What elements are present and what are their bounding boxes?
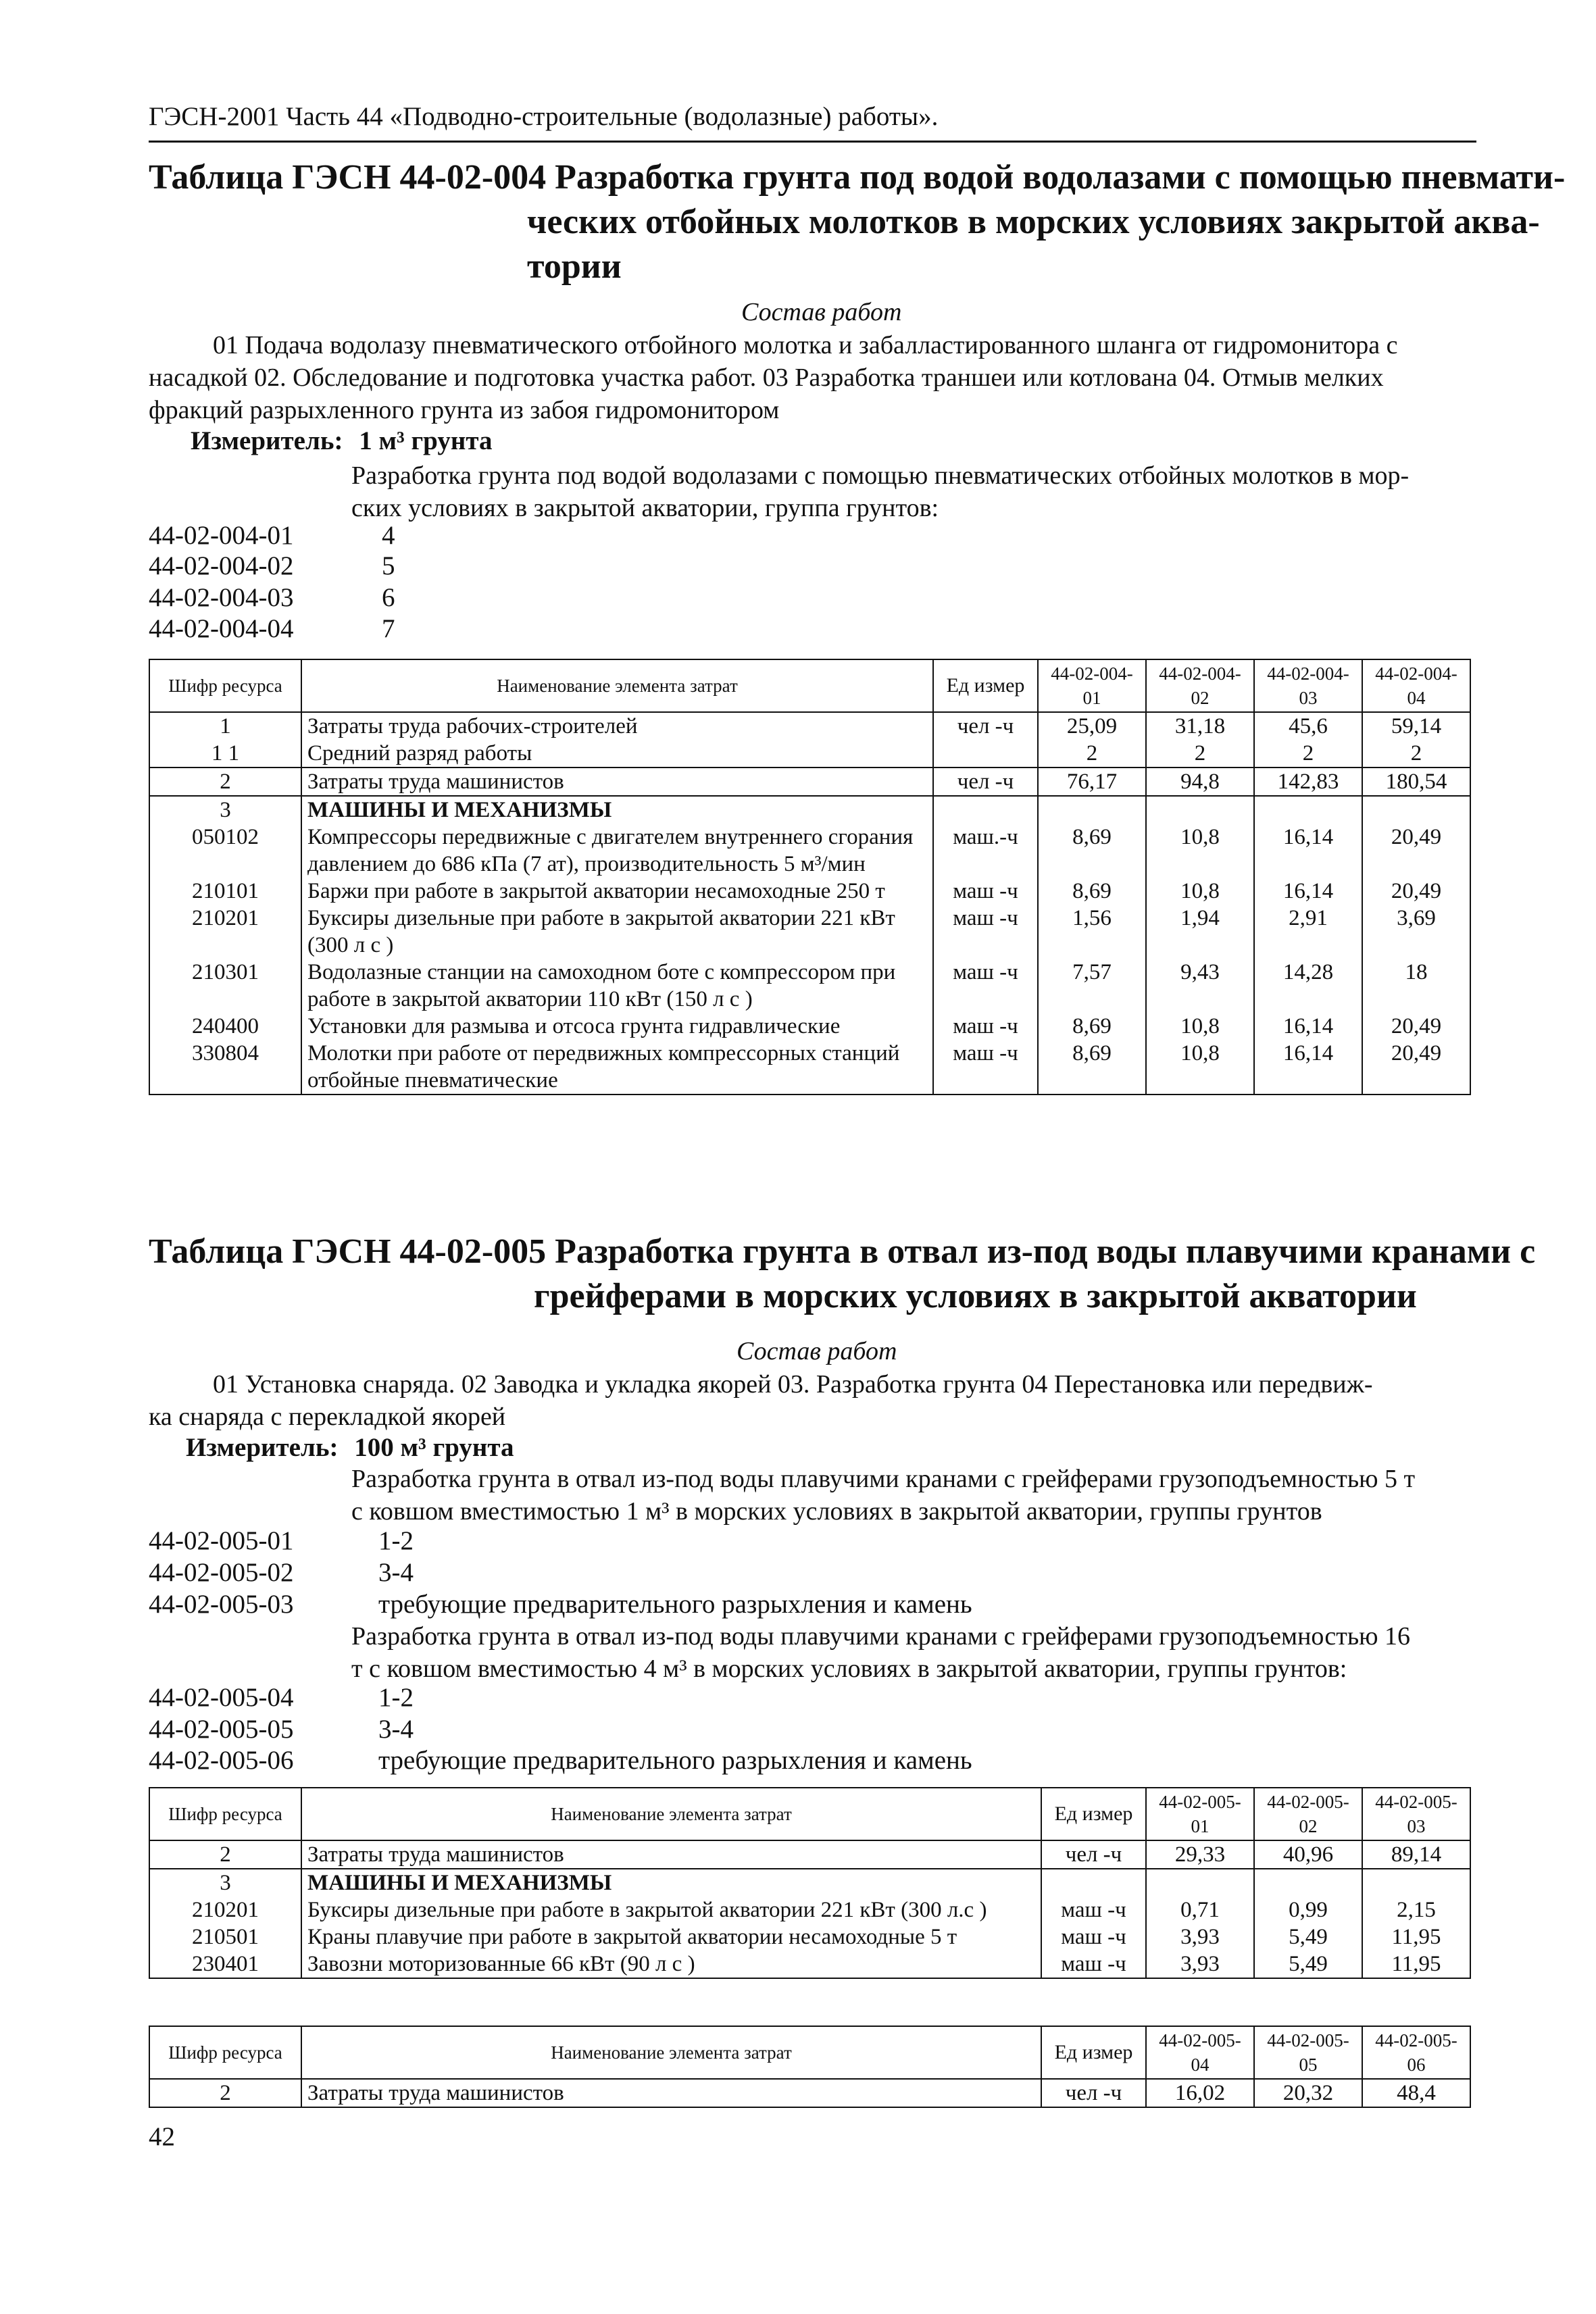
row-name: Затраты труда рабочих-строителей	[301, 712, 933, 740]
row-unit: чел -ч	[933, 768, 1038, 796]
row-value: 2	[1254, 740, 1362, 768]
row-value: 2	[1146, 740, 1254, 768]
row-name: Завозни моторизованные 66 кВт (90 л с )	[301, 1951, 1041, 1978]
table1-title-line1: Таблица ГЭСН 44-02-004 Разработка грунта под водой водолазами с помощью пневмати-	[149, 158, 1566, 197]
row-value: 20,49	[1362, 824, 1470, 878]
code-item: 44-02-005-04	[149, 1683, 294, 1712]
code-item: 44-02-005-03	[149, 1590, 294, 1619]
row-unit: маш -ч	[933, 959, 1038, 1013]
table2-sostav-label: Состав работ	[737, 1337, 897, 1365]
row-value: 29,33	[1146, 1840, 1254, 1869]
table-header-row	[149, 659, 1470, 712]
table2-sostav-line: 01 Установка снаряда. 02 Заводка и укладка якорей 03. Разработка грунта 04 Перестановка или передвиж-	[213, 1370, 1373, 1399]
col-header: Наименование элемента затрат	[301, 1788, 1041, 1840]
row-value: 10,8	[1146, 878, 1254, 905]
section-heading: МАШИНЫ И МЕХАНИЗМЫ	[301, 796, 933, 824]
table1-sostav-label: Состав работ	[741, 298, 902, 326]
row-unit: маш -ч	[933, 1040, 1038, 1095]
row-value: 20,49	[1362, 1040, 1470, 1095]
row-value: 16,02	[1146, 2079, 1254, 2107]
row-unit	[933, 796, 1038, 824]
table1-sostav-text	[149, 329, 1398, 426]
row-name: Краны плавучие при работе в закрытой акватории несамоходные 5 т	[301, 1923, 1041, 1951]
row-unit: маш -ч	[933, 1013, 1038, 1040]
col-header: 44-02-005-03	[1362, 1788, 1470, 1840]
code-item: 44-02-004-03	[149, 583, 294, 612]
code-item: 44-02-004-04	[149, 614, 294, 643]
row-code: 3	[149, 1869, 301, 1896]
row-name: Буксиры дизельные при работе в закрытой акватории 221 кВт (300 л.с )	[301, 1896, 1041, 1923]
row-value	[1362, 1869, 1470, 1896]
row-unit: чел -ч	[933, 712, 1038, 740]
row-value: 16,14	[1254, 878, 1362, 905]
row-value: 2	[1038, 740, 1146, 768]
row-value: 40,96	[1254, 1840, 1362, 1869]
row-value: 2,15	[1362, 1896, 1470, 1923]
row-value: 3,93	[1146, 1923, 1254, 1951]
row-code: 210101	[149, 878, 301, 905]
resource-table-2b	[149, 2026, 1471, 2108]
table1-measure	[191, 426, 492, 456]
row-value: 45,6	[1254, 712, 1362, 740]
row-code: 210201	[149, 1896, 301, 1923]
row-value: 48,4	[1362, 2079, 1470, 2107]
row-value: 1,94	[1146, 905, 1254, 959]
row-name: Молотки при работе от передвижных компрессорных станций отбойные пневматические	[301, 1040, 933, 1095]
table-row	[149, 1040, 1470, 1095]
row-unit: маш -ч	[1041, 1896, 1146, 1923]
row-value: 14,28	[1254, 959, 1362, 1013]
row-value: 20,49	[1362, 1013, 1470, 1040]
row-value: 10,8	[1146, 1013, 1254, 1040]
table-row	[149, 2079, 1470, 2107]
table2-description-1	[351, 1463, 1415, 1528]
table2-sostav-text	[149, 1368, 1373, 1433]
row-value: 76,17	[1038, 768, 1146, 796]
row-unit: маш -ч	[933, 905, 1038, 959]
row-value: 8,69	[1038, 1013, 1146, 1040]
header-rule	[149, 141, 1476, 143]
resource-table-2a	[149, 1787, 1471, 1979]
row-value: 8,69	[1038, 878, 1146, 905]
table2-title-line2: грейферами в морских условиях в закрытой акватории	[534, 1277, 1417, 1315]
table-header-row	[149, 2026, 1470, 2079]
table1-title-line2: ческих отбойных молотков в морских условиях закрытой аква-	[527, 203, 1540, 241]
table-row	[149, 1840, 1470, 1869]
row-value: 20,49	[1362, 878, 1470, 905]
col-header: Ед измер	[933, 659, 1038, 712]
row-name: Затраты труда машинистов	[301, 1840, 1041, 1869]
row-unit: маш -ч	[933, 878, 1038, 905]
row-value	[1146, 796, 1254, 824]
row-value	[1038, 796, 1146, 824]
table-row	[149, 1951, 1470, 1978]
table-row	[149, 905, 1470, 959]
col-header: Шифр ресурса	[149, 1788, 301, 1840]
code-value: 1-2	[378, 1526, 414, 1555]
row-unit: маш.-ч	[933, 824, 1038, 878]
code-value: 6	[382, 583, 395, 612]
table-row	[149, 1923, 1470, 1951]
row-unit: маш -ч	[1041, 1923, 1146, 1951]
col-header: 44-02-005-02	[1254, 1788, 1362, 1840]
table2-desc-line: Разработка грунта в отвал из-под воды плавучими кранами с грейферами грузоподъемностью 5 т	[351, 1465, 1416, 1493]
row-value: 89,14	[1362, 1840, 1470, 1869]
row-value: 180,54	[1362, 768, 1470, 796]
row-code: 1 1	[149, 740, 301, 768]
code-value: требующие предварительного разрыхления и камень	[378, 1746, 972, 1775]
code-value: 1-2	[378, 1683, 414, 1712]
col-header: 44-02-004-01	[1038, 659, 1146, 712]
row-name: Средний разряд работы	[301, 740, 933, 768]
resource-table-1	[149, 659, 1471, 1095]
col-header: 44-02-004-03	[1254, 659, 1362, 712]
col-header: 44-02-005-04	[1146, 2026, 1254, 2079]
section-heading: МАШИНЫ И МЕХАНИЗМЫ	[301, 1869, 1041, 1896]
row-code: 330804	[149, 1040, 301, 1095]
row-value	[1146, 1869, 1254, 1896]
code-item: 44-02-005-05	[149, 1715, 294, 1744]
table2-desc-line: Разработка грунта в отвал из-под воды плавучими кранами с грейферами грузоподъемностью 16	[351, 1622, 1411, 1651]
code-item: 44-02-005-01	[149, 1526, 294, 1555]
row-value: 20,32	[1254, 2079, 1362, 2107]
row-value: 142,83	[1254, 768, 1362, 796]
row-value	[1254, 796, 1362, 824]
table2-desc-line: т с ковшом вместимостью 4 м³ в морских условиях в закрытой акватории, группы грунтов:	[351, 1655, 1347, 1683]
table1-measure-label: Измеритель:	[191, 426, 343, 455]
table2-desc-line: с ковшом вместимостью 1 м³ в морских условиях в закрытой акватории, группы грунтов	[351, 1497, 1322, 1526]
table-row	[149, 712, 1470, 740]
row-code: 2	[149, 2079, 301, 2107]
code-item: 44-02-005-02	[149, 1558, 294, 1587]
row-value: 3,69	[1362, 905, 1470, 959]
table1-sostav-line: насадкой 02. Обследование и подготовка участка работ. 03 Разработка траншеи или котлована 04. Отмыв мелких	[149, 363, 1384, 392]
row-code: 050102	[149, 824, 301, 878]
row-value: 59,14	[1362, 712, 1470, 740]
row-value: 31,18	[1146, 712, 1254, 740]
code-value: 3-4	[378, 1715, 414, 1744]
table-row	[149, 1869, 1470, 1896]
row-value: 11,95	[1362, 1923, 1470, 1951]
table2-sostav-line: ка снаряда с перекладкой якорей	[149, 1403, 506, 1431]
row-name: Водолазные станции на самоходном боте с компрессором при работе в закрытой акватории 110 кВт (150 л с )	[301, 959, 933, 1013]
row-value: 2,91	[1254, 905, 1362, 959]
table-row	[149, 740, 1470, 768]
table1-measure-value: 1 м³ грунта	[359, 426, 493, 455]
row-value: 16,14	[1254, 1013, 1362, 1040]
code-value: 3-4	[378, 1558, 414, 1587]
code-value: требующие предварительного разрыхления и камень	[378, 1590, 972, 1619]
code-value: 7	[382, 614, 395, 643]
table2-title-line1: Таблица ГЭСН 44-02-005 Разработка грунта в отвал из-под воды плавучими кранами с	[149, 1232, 1536, 1271]
row-code: 240400	[149, 1013, 301, 1040]
row-value: 7,57	[1038, 959, 1146, 1013]
row-code: 210301	[149, 959, 301, 1013]
table-row	[149, 796, 1470, 824]
table-row	[149, 768, 1470, 796]
table1-sostav-line: 01 Подача водолазу пневматического отбойного молотка и забалластированного шланга от гидромонитора с	[213, 331, 1398, 359]
row-unit	[933, 740, 1038, 768]
row-value: 16,14	[1254, 1040, 1362, 1095]
row-value: 0,99	[1254, 1896, 1362, 1923]
table1-sostav-line: фракций разрыхленного грунта из забоя гидромонитором	[149, 396, 780, 424]
table2-measure-value: 100 м³ грунта	[354, 1433, 514, 1462]
row-value: 1,56	[1038, 905, 1146, 959]
table1-description	[351, 459, 1409, 524]
row-name: Затраты труда машинистов	[301, 768, 933, 796]
row-value: 2	[1362, 740, 1470, 768]
row-unit: чел -ч	[1041, 1840, 1146, 1869]
table-row	[149, 824, 1470, 878]
row-code: 2	[149, 1840, 301, 1869]
table-row	[149, 878, 1470, 905]
table-row	[149, 1013, 1470, 1040]
row-code: 210201	[149, 905, 301, 959]
table2-description-2	[351, 1620, 1410, 1685]
col-header: Шифр ресурса	[149, 659, 301, 712]
table1-desc-line: Разработка грунта под водой водолазами с помощью пневматических отбойных молотков в мор-	[351, 461, 1410, 490]
row-name: Установки для размыва и отсоса грунта гидравлические	[301, 1013, 933, 1040]
row-value: 10,8	[1146, 1040, 1254, 1095]
row-code: 230401	[149, 1951, 301, 1978]
row-value: 0,71	[1146, 1896, 1254, 1923]
row-code: 2	[149, 768, 301, 796]
table1-desc-line: ских условиях в закрытой акватории, группа грунтов:	[351, 494, 939, 522]
row-value: 9,43	[1146, 959, 1254, 1013]
col-header: Наименование элемента затрат	[301, 659, 933, 712]
row-value: 25,09	[1038, 712, 1146, 740]
row-value: 94,8	[1146, 768, 1254, 796]
col-header: 44-02-004-02	[1146, 659, 1254, 712]
row-value: 8,69	[1038, 1040, 1146, 1095]
code-item: 44-02-004-01	[149, 521, 294, 550]
code-value: 5	[382, 551, 395, 580]
row-name: Баржи при работе в закрытой акватории несамоходные 250 т	[301, 878, 933, 905]
table-row	[149, 959, 1470, 1013]
page-number: 42	[149, 2122, 175, 2151]
row-unit	[1041, 1869, 1146, 1896]
row-value	[1254, 1869, 1362, 1896]
row-unit: маш -ч	[1041, 1951, 1146, 1978]
row-value: 5,49	[1254, 1951, 1362, 1978]
row-value: 10,8	[1146, 824, 1254, 878]
row-value: 8,69	[1038, 824, 1146, 878]
col-header: Шифр ресурса	[149, 2026, 301, 2079]
code-item: 44-02-004-02	[149, 551, 294, 580]
row-value: 3,93	[1146, 1951, 1254, 1978]
row-name: Буксиры дизельные при работе в закрытой акватории 221 кВт (300 л с )	[301, 905, 933, 959]
code-item: 44-02-005-06	[149, 1746, 294, 1775]
table2-measure	[186, 1432, 514, 1463]
col-header: 44-02-004-04	[1362, 659, 1470, 712]
col-header: 44-02-005-01	[1146, 1788, 1254, 1840]
row-code: 3	[149, 796, 301, 824]
col-header: 44-02-005-06	[1362, 2026, 1470, 2079]
col-header: Ед измер	[1041, 2026, 1146, 2079]
table1-title-line3: тории	[527, 247, 622, 286]
code-value: 4	[382, 521, 395, 550]
row-name: Затраты труда машинистов	[301, 2079, 1041, 2107]
row-value: 16,14	[1254, 824, 1362, 878]
row-value: 11,95	[1362, 1951, 1470, 1978]
row-value: 5,49	[1254, 1923, 1362, 1951]
table-header-row	[149, 1788, 1470, 1840]
row-value: 18	[1362, 959, 1470, 1013]
row-value	[1362, 796, 1470, 824]
row-code: 1	[149, 712, 301, 740]
col-header: Наименование элемента затрат	[301, 2026, 1041, 2079]
row-unit: чел -ч	[1041, 2079, 1146, 2107]
col-header: Ед измер	[1041, 1788, 1146, 1840]
row-code: 210501	[149, 1923, 301, 1951]
table2-measure-label: Измеритель:	[186, 1433, 339, 1462]
row-name: Компрессоры передвижные с двигателем внутреннего сгорания давлением до 686 кПа (7 ат), производительность 5 м³/мин	[301, 824, 933, 878]
running-header: ГЭСН-2001 Часть 44 «Подводно-строительные (водолазные) работы».	[149, 102, 939, 131]
col-header: 44-02-005-05	[1254, 2026, 1362, 2079]
table-row	[149, 1896, 1470, 1923]
